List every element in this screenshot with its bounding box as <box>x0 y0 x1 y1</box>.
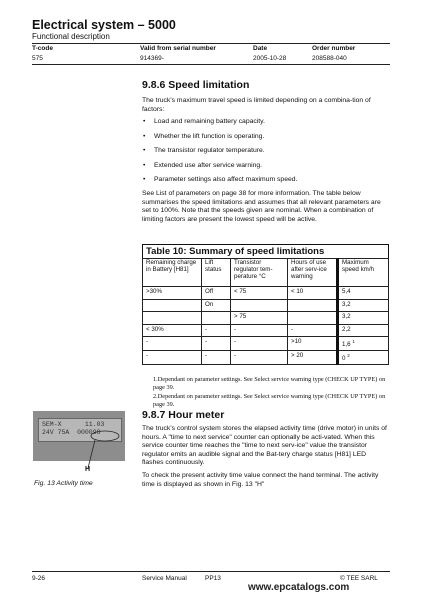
speed-intro-paragraph: The truck's maximum travel speed is limited depending on a combina-tion of factors: <box>142 97 371 113</box>
lcd-line-1: SEM-X 11.03 <box>42 421 105 428</box>
table-cell: Off <box>202 287 231 300</box>
speed-limitation-table <box>142 258 389 365</box>
page-number: 9-26 <box>32 575 46 582</box>
callout-marker-h: H <box>85 466 91 473</box>
table-cell <box>338 351 389 365</box>
column-header-temperature: Transistor regulator tem-perature °C <box>231 259 288 287</box>
section-title-speed-limitation: 9.8.6 Speed limitation <box>142 79 250 91</box>
copyright: © TEE SARL <box>340 575 378 582</box>
meta-label-order: Order number <box>312 45 356 52</box>
table-cell <box>288 299 338 312</box>
table-cell: - <box>202 337 231 351</box>
meta-value-tcode: 575 <box>32 55 43 62</box>
table-row <box>143 351 389 365</box>
meta-value-order: 208588-040 <box>312 55 347 62</box>
table-cell: - <box>202 324 231 337</box>
table-cell: 3,2 <box>338 299 389 312</box>
speed-table-intro-paragraph: See List of parameters on page 38 for more information. The table below summarises the speed limitations and assumes that all relevant parameters are set to 100%. Note that the speeds given are nominal. When a combination of limiting factors are present the lowest speed will be active. <box>142 190 381 223</box>
meta-label-serial: Valid from serial number <box>140 45 216 52</box>
manual-code: PP13 <box>205 575 221 582</box>
table-row <box>143 337 389 351</box>
section-title-hour-meter: 9.8.7 Hour meter <box>142 409 225 421</box>
table-cell: 2,2 <box>338 324 389 337</box>
cell-value: 1,6 <box>342 341 351 349</box>
hour-meter-paragraph-1: The truck's control system stores the elapsed activity time (drive motor) in units of hours. A "time to next service" counter can optionally be acti-vated. When this service counter time reaches the "time to next serv-ice" value the transistor regulator emits an audible signal and the Bat-tery charge status [H81] LED flashes continuously. <box>142 425 387 467</box>
header-rule <box>32 43 390 44</box>
table-cell: < 75 <box>231 287 288 300</box>
table-footnote-1: 1.Dependant on parameter settings. See Select service warning type (CHECK UP TYPE) on page 39. <box>153 376 386 391</box>
table-cell: - <box>231 351 288 365</box>
table-cell <box>338 337 389 351</box>
table-cell <box>231 299 288 312</box>
table-cell <box>202 312 231 325</box>
meta-value-date: 2005-10-28 <box>253 55 287 62</box>
table-cell: 5,4 <box>338 287 389 300</box>
meta-rule <box>32 64 390 65</box>
table-cell <box>288 312 338 325</box>
table-cell: >30% <box>143 287 202 300</box>
lcd-line-2: 24V 75A 000098 <box>42 429 101 436</box>
table-cell: - <box>231 324 288 337</box>
document-title: Electrical system – 5000 <box>32 18 176 32</box>
footnote-marker: 1 <box>352 339 355 344</box>
table-row <box>143 312 389 325</box>
table-cell: 3,2 <box>338 312 389 325</box>
meta-value-serial: 914369- <box>140 55 164 62</box>
list-item: • Load and remaining battery capacity. <box>142 118 389 133</box>
meta-label-tcode: T-code <box>32 45 53 52</box>
table-cell <box>143 299 202 312</box>
column-header-max-speed: Maximum speed km/h <box>338 259 389 287</box>
table-row <box>143 324 389 337</box>
table-cell: On <box>202 299 231 312</box>
table-cell: > 75 <box>231 312 288 325</box>
speed-factor-list <box>142 118 389 191</box>
footnote-marker: 2 <box>347 353 350 359</box>
table-cell <box>143 312 202 325</box>
meta-label-date: Date <box>253 45 268 52</box>
list-item: • Whether the lift function is operating. <box>142 133 389 148</box>
hour-meter-paragraph-2: To check the present activity time value connect the hand terminal. The activity time is displayed as shown in Fig. 13 "H" <box>142 472 379 488</box>
table-cell: >10 <box>288 337 338 351</box>
footer-rule <box>32 571 390 572</box>
table-footnote-2: 2.Dependant on parameter settings. See Select service warning type (CHECK UP TYPE) on page 39. <box>153 393 386 408</box>
table-cell: < 30% <box>143 324 202 337</box>
watermark-link[interactable]: www.epcatalogs.com <box>248 582 350 593</box>
table-header-row <box>143 259 389 287</box>
column-header-lift: Lift status <box>202 259 231 287</box>
list-item: • Extended use after service warning. <box>142 162 389 177</box>
column-header-hours: Hours of use after serv-ice warning <box>288 259 338 287</box>
cell-value: 0 <box>342 355 346 363</box>
table-cell: - <box>288 324 338 337</box>
list-item: • Parameter settings also affect maximum speed. <box>142 176 389 191</box>
table-cell: - <box>231 337 288 351</box>
table-cell: > 20 <box>288 351 338 365</box>
list-item: • The transistor regulator temperature. <box>142 147 389 162</box>
table-title: Table 10: Summary of speed limitations <box>142 244 389 258</box>
manual-name: Service Manual <box>142 575 187 582</box>
figure-caption: Fig. 13 Activity time <box>34 480 93 487</box>
table-cell: - <box>202 351 231 365</box>
table-cell: - <box>143 337 202 351</box>
table-row <box>143 287 389 300</box>
column-header-battery: Remaining charge in Battery [H81] <box>143 259 202 287</box>
table-cell: - <box>143 351 202 365</box>
table-cell: < 10 <box>288 287 338 300</box>
table-row <box>143 299 389 312</box>
document-subtitle: Functional description <box>32 32 110 41</box>
